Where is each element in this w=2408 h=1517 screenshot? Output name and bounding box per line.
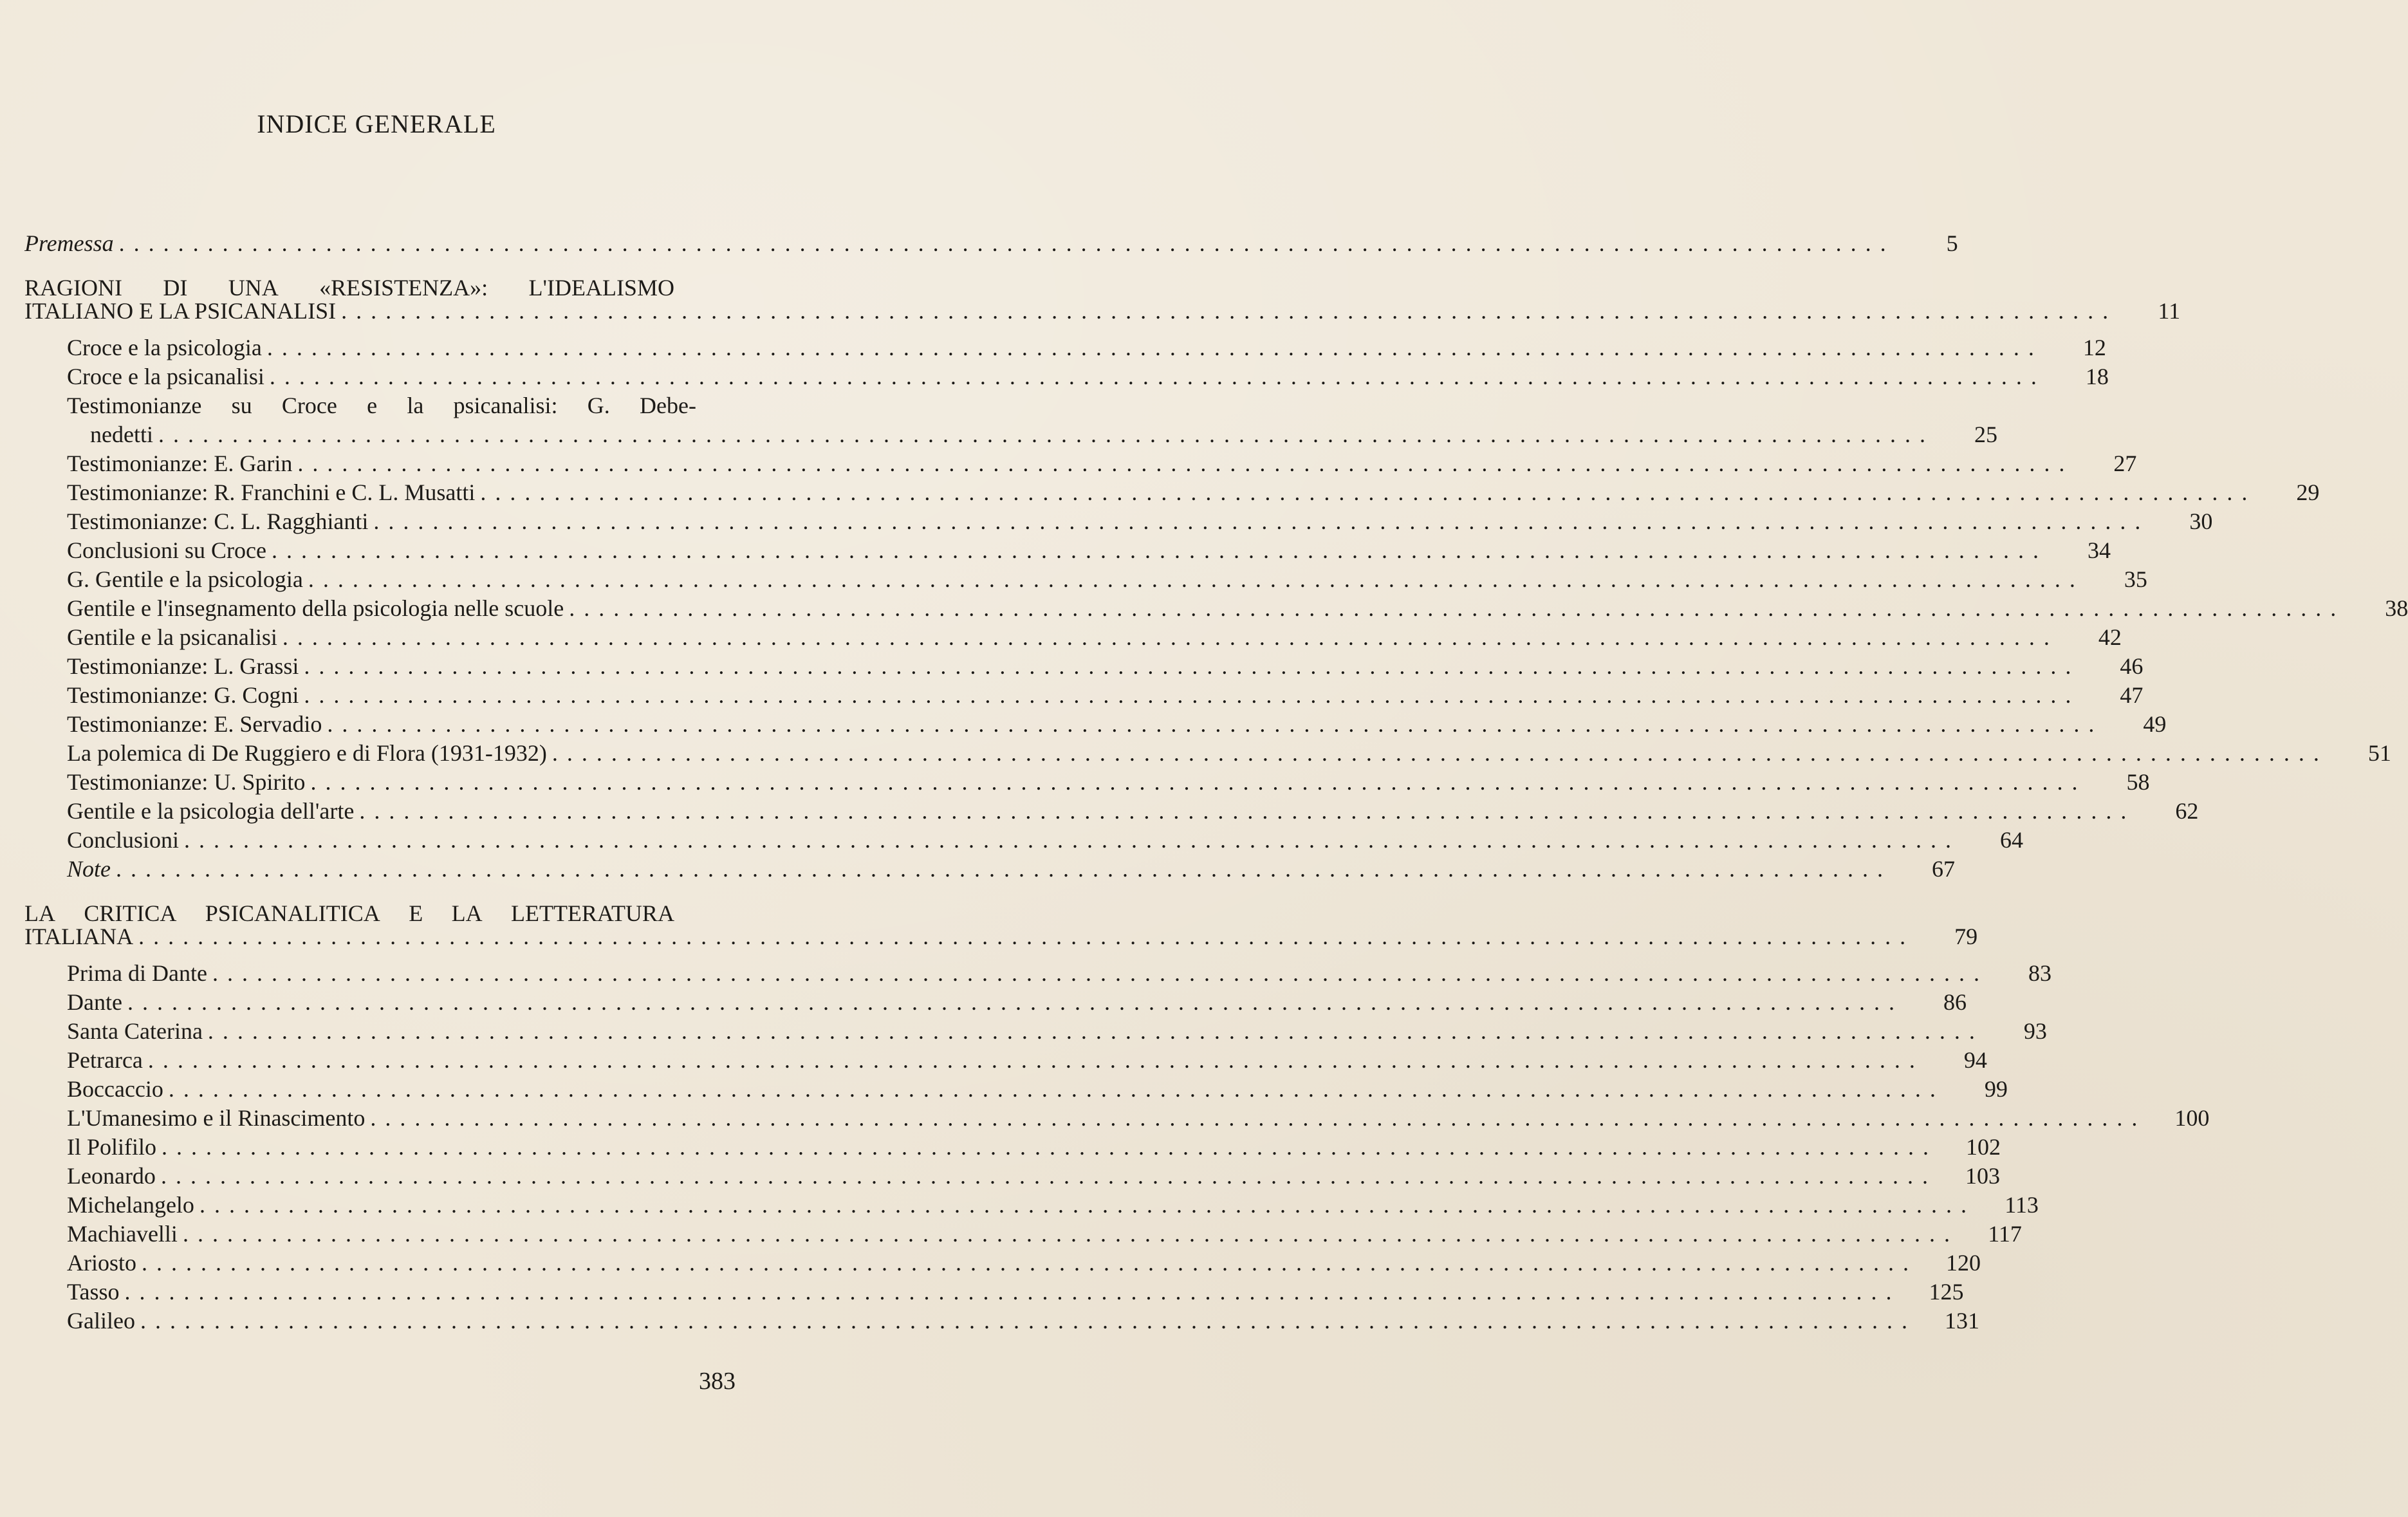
toc-entry-page: 125: [1929, 1279, 1964, 1305]
dot-leader: ........................................................................................................................: [373, 508, 2150, 534]
dot-leader: ........................................................................................................................: [269, 364, 2046, 389]
toc-entry-page: 27: [2113, 451, 2137, 476]
toc-entry[interactable]: [24, 1017, 2047, 1046]
dot-leader: ........................................................................................................................: [304, 653, 2080, 679]
toc-entry[interactable]: [24, 1307, 1979, 1336]
dot-leader: ........................................................................................................................: [569, 595, 2346, 621]
heading-word: G.: [587, 393, 610, 418]
heading-word: psicanalisi:: [453, 393, 558, 418]
toc-entry[interactable]: [24, 507, 2213, 536]
toc-entry-page: 64: [2000, 827, 2024, 853]
toc-entry[interactable]: [24, 536, 2111, 565]
toc-entry-page: 93: [2023, 1018, 2047, 1044]
dot-leader: ........................................................................................................................: [271, 537, 2048, 563]
toc-entry-label: G. Gentile e la psicologia: [67, 566, 303, 592]
toc-entry-label: L'Umanesimo e il Rinascimento: [67, 1105, 366, 1131]
toc-entry-label: Testimonianze: L. Grassi: [67, 653, 299, 679]
heading-word: RAGIONI: [24, 275, 122, 301]
section-heading-2[interactable]: [24, 900, 1978, 949]
dot-leader: ........................................................................................................................: [124, 1279, 1901, 1305]
section-1-items: [24, 333, 2408, 884]
dot-leader: ........................................................................................................................: [359, 798, 2136, 824]
section-heading-line: ITALIANO E LA PSICANALISI: [24, 298, 337, 324]
dot-leader: ........................................................................................................................: [212, 960, 1988, 986]
toc-entry-page: 131: [1944, 1308, 1979, 1334]
toc-entry-page: 30: [2189, 508, 2213, 534]
toc-entry-page: 62: [2175, 798, 2199, 824]
toc-entry[interactable]: [24, 681, 2144, 710]
dot-leader: ........................................................................................................................: [127, 989, 1903, 1015]
toc-entry-label: Testimonianze: C. L. Ragghianti: [67, 508, 369, 534]
dot-leader: ........................................................................................................................: [308, 566, 2084, 592]
dot-leader: ........................................................................................................................: [282, 624, 2059, 650]
toc-entry-label: Prima di Dante: [67, 960, 207, 986]
heading-word: Testimonianze: [67, 393, 202, 418]
toc-entry-page: 120: [1946, 1250, 1981, 1276]
page-title: INDICE GENERALE: [257, 109, 496, 138]
toc-entry-page: 47: [2120, 682, 2144, 708]
toc-entry-label: Machiavelli: [67, 1221, 178, 1247]
toc-entry[interactable]: [24, 1046, 1987, 1075]
toc-entry-premessa[interactable]: [24, 229, 1958, 258]
toc-entry[interactable]: [24, 739, 2391, 768]
dot-leader: ........................................................................................................................: [370, 1105, 2147, 1131]
heading-word: LA: [451, 900, 483, 926]
toc-entry[interactable]: [24, 449, 2137, 478]
toc-entry-label: Testimonianze: E. Garin: [67, 451, 293, 476]
toc-entry-label: Croce e la psicanalisi: [67, 364, 264, 389]
toc-entry-label: Boccaccio: [67, 1076, 163, 1102]
dot-leader: ........................................................................................................................: [140, 1308, 1916, 1334]
toc-entry[interactable]: [24, 959, 2051, 988]
toc-entry-page: 38: [2385, 595, 2408, 621]
toc-entry[interactable]: [24, 623, 2122, 652]
toc-entry-page: 49: [2143, 711, 2167, 737]
toc-entry-label: Conclusioni: [67, 827, 180, 853]
heading-word: e: [367, 393, 378, 418]
toc-entry-label: Il Polifilo: [67, 1134, 157, 1160]
section-heading-page: 11: [2158, 298, 2181, 324]
toc-entry-page: 100: [2174, 1105, 2210, 1131]
toc-entry[interactable]: [24, 710, 2167, 739]
toc-entry-label: Santa Caterina: [67, 1018, 203, 1044]
toc-entry-label: Gentile e la psicanalisi: [67, 624, 277, 650]
toc-entry[interactable]: [24, 797, 2199, 826]
toc-entry-label: Testimonianze: G. Cogni: [67, 682, 299, 708]
toc-entry-label: Dante: [67, 989, 122, 1015]
heading-word: su: [231, 393, 252, 418]
section-heading-line: ITALIANA: [24, 924, 134, 949]
section-heading-page: 79: [1954, 924, 1978, 949]
toc-entry-page: 113: [2005, 1192, 2039, 1218]
toc-entry-label: Michelangelo: [67, 1192, 194, 1218]
toc-entry-page: 83: [2028, 960, 2051, 986]
toc-entry-label: Petrarca: [67, 1047, 143, 1073]
dot-leader: ........................................................................................................................: [480, 479, 2257, 505]
toc-entry[interactable]: [24, 333, 2106, 362]
toc-entry-label: Galileo: [67, 1308, 135, 1334]
toc-entry[interactable]: [24, 1133, 2001, 1162]
dot-leader: ........................................................................................................................: [551, 740, 2328, 766]
dot-leader: ........................................................................................................................: [199, 1192, 1976, 1218]
toc-entry-page: 12: [2082, 335, 2106, 360]
toc-entry-two-line[interactable]: [24, 391, 1997, 449]
dot-leader: ........................................................................................................................: [158, 422, 1934, 447]
heading-word: CRITICA: [84, 900, 177, 926]
dot-leader: ........................................................................................................................: [147, 1047, 1924, 1073]
heading-word: LA: [24, 900, 55, 926]
heading-word: UNA: [228, 275, 279, 301]
section-2-items: [24, 959, 2210, 1336]
toc-entry-label: nedetti: [90, 422, 153, 447]
toc-entry-page: 5: [1946, 230, 1958, 256]
toc-entry-label: Tasso: [67, 1279, 120, 1305]
dot-leader: ........................................................................................................................: [310, 769, 2087, 795]
dot-leader: ........................................................................................................................: [341, 298, 2118, 324]
section-heading-line: [24, 900, 674, 926]
toc-entry-label: Croce e la psicologia: [67, 335, 262, 360]
dot-leader: ........................................................................................................................: [182, 1221, 1959, 1247]
heading-word: la: [407, 393, 424, 418]
toc-entry-page: 99: [1984, 1076, 2008, 1102]
dot-leader: ........................................................................................................................: [266, 335, 2043, 360]
toc-entry-label: Gentile e l'insegnamento della psicologia nelle scuole: [67, 595, 564, 621]
toc-entry-label: Premessa: [24, 230, 114, 256]
toc-entry[interactable]: [24, 768, 2150, 797]
toc-entry-label-line: [67, 391, 696, 420]
dot-leader: ........................................................................................................................: [207, 1018, 1984, 1044]
toc-entry-label: Gentile e la psicologia dell'arte: [67, 798, 355, 824]
toc-entry-label: Testimonianze: R. Franchini e C. L. Musatti: [67, 479, 476, 505]
table-of-contents: [24, 229, 2408, 1336]
heading-word: E: [409, 900, 423, 926]
heading-word: PSICANALITICA: [205, 900, 380, 926]
toc-entry[interactable]: [24, 855, 1955, 884]
toc-entry-label: Testimonianze: E. Servadio: [67, 711, 322, 737]
dot-leader: ........................................................................................................................: [142, 1250, 1918, 1276]
dot-leader: ........................................................................................................................: [138, 924, 1915, 949]
toc-entry-page: 94: [1963, 1047, 1987, 1073]
toc-entry-page: 58: [2126, 769, 2150, 795]
toc-entry-page: 67: [1932, 856, 1955, 882]
dot-leader: ........................................................................................................................: [297, 451, 2074, 476]
toc-entry[interactable]: [24, 1104, 2210, 1133]
dot-leader: ........................................................................................................................: [304, 682, 2080, 708]
heading-word: Croce: [281, 393, 337, 418]
toc-entry-page: 35: [2124, 566, 2147, 592]
toc-entry-page: 18: [2085, 364, 2109, 389]
toc-entry[interactable]: [24, 1191, 2039, 1220]
toc-entry-page: 34: [2087, 537, 2111, 563]
toc-entry[interactable]: [24, 565, 2147, 594]
heading-word: «RESISTENZA»:: [319, 275, 488, 301]
heading-word: DI: [163, 275, 188, 301]
toc-entry-page: 29: [2296, 479, 2320, 505]
toc-entry-page: 86: [1943, 989, 1967, 1015]
toc-entry[interactable]: [24, 1220, 2022, 1249]
toc-entry-page: 46: [2120, 653, 2144, 679]
toc-entry[interactable]: [24, 594, 2408, 623]
toc-entry[interactable]: [24, 1278, 1964, 1307]
section-heading-line: [24, 277, 674, 299]
heading-word: Debe-: [639, 393, 696, 418]
toc-entry-label: Conclusioni su Croce: [67, 537, 266, 563]
page-number: 383: [699, 1368, 736, 1395]
dot-leader: ........................................................................................................................: [184, 827, 1961, 853]
toc-entry[interactable]: [24, 362, 2109, 391]
dot-leader: ........................................................................................................................: [118, 230, 1895, 256]
toc-entry[interactable]: [24, 478, 2320, 507]
dot-leader: ........................................................................................................................: [327, 711, 2104, 737]
toc-entry-page: 25: [1974, 422, 1997, 447]
section-heading-1[interactable]: [24, 275, 2181, 324]
toc-entry-page: 117: [1988, 1221, 2022, 1247]
dot-leader: ........................................................................................................................: [168, 1076, 1945, 1102]
toc-entry-label: Note: [67, 856, 111, 882]
toc-entry-page: 51: [2367, 740, 2391, 766]
heading-word: LETTERATURA: [510, 900, 674, 926]
toc-entry[interactable]: [24, 988, 1967, 1017]
toc-entry-label: Testimonianze: U. Spirito: [67, 769, 306, 795]
toc-entry-label: La polemica di De Ruggiero e di Flora (1931-1932): [67, 740, 547, 766]
heading-word: L'IDEALISMO: [528, 275, 674, 301]
toc-entry-label: Leonardo: [67, 1163, 156, 1189]
toc-entry[interactable]: [24, 1162, 2000, 1191]
toc-entry-page: 103: [1965, 1163, 2000, 1189]
toc-entry[interactable]: [24, 826, 2024, 855]
toc-entry[interactable]: [24, 1075, 2008, 1104]
toc-entry-page: 102: [1966, 1134, 2001, 1160]
toc-entry[interactable]: [24, 652, 2144, 681]
dot-leader: ........................................................................................................................: [116, 856, 1892, 882]
toc-entry-label: Ariosto: [67, 1250, 136, 1276]
toc-entry[interactable]: [24, 1249, 1981, 1278]
toc-entry-page: 42: [2098, 624, 2122, 650]
dot-leader: ........................................................................................................................: [160, 1163, 1937, 1189]
dot-leader: ........................................................................................................................: [162, 1134, 1938, 1160]
